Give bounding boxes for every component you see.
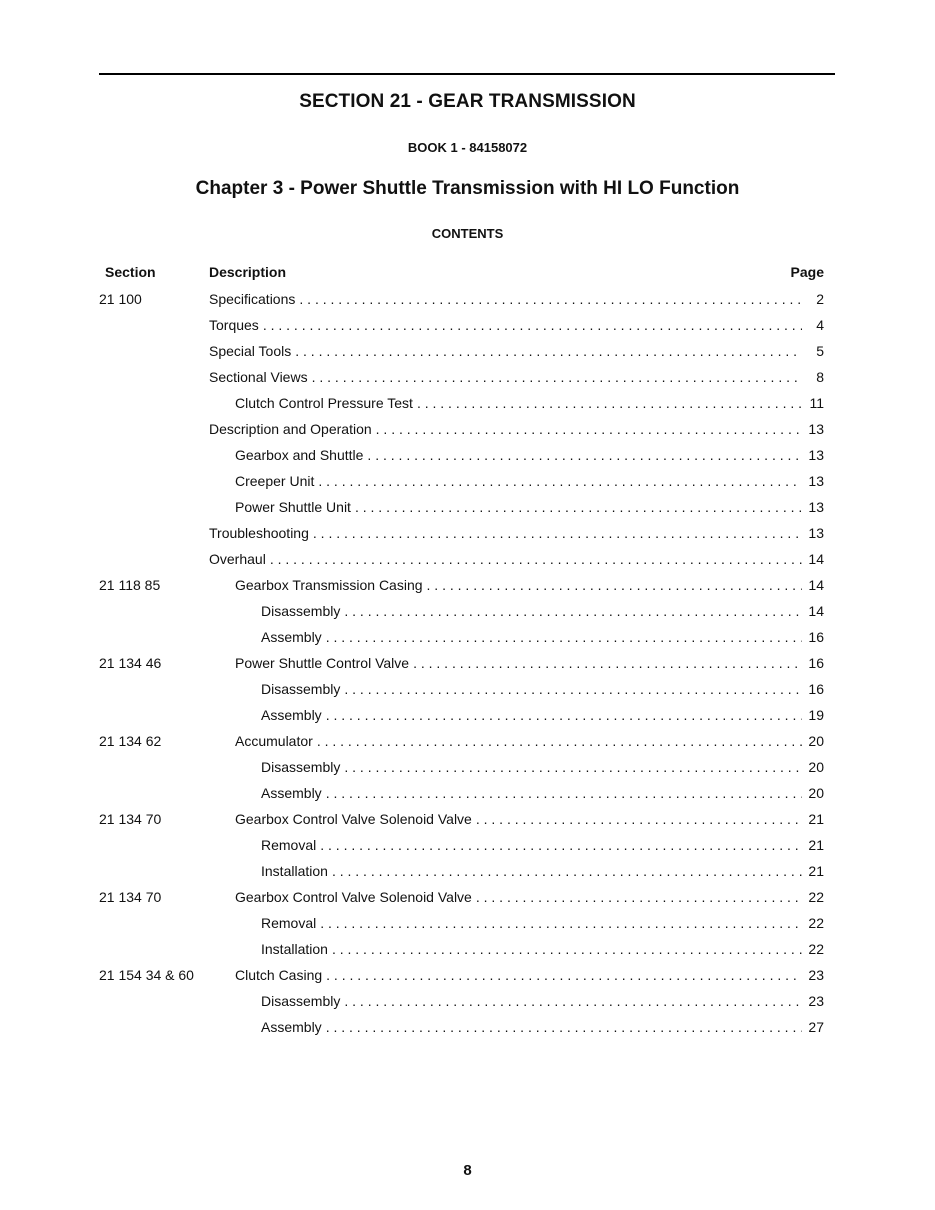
section-title: SECTION 21 - GEAR TRANSMISSION <box>299 91 636 112</box>
toc-entry <box>209 286 824 312</box>
column-header-section: Section <box>105 264 156 280</box>
toc-row <box>0 728 935 754</box>
toc-row <box>0 650 935 676</box>
toc-entry <box>209 520 824 546</box>
toc-page-number: 22 <box>808 941 824 957</box>
toc-section-code: 21 134 62 <box>99 733 162 749</box>
toc-description: Power Shuttle Control Valve <box>235 655 410 671</box>
toc-description: Specifications <box>209 291 296 307</box>
toc-row <box>0 702 935 728</box>
toc-leader-dots <box>326 702 802 728</box>
toc-description: Power Shuttle Unit <box>235 499 351 515</box>
toc-entry <box>235 962 824 988</box>
toc-entry <box>235 494 824 520</box>
toc-page-number: 20 <box>808 733 824 749</box>
toc-section-code: 21 134 70 <box>99 811 162 827</box>
toc-row <box>0 624 935 650</box>
toc-row <box>0 884 935 910</box>
toc-page-number: 13 <box>808 499 824 515</box>
toc-description: Gearbox and Shuttle <box>235 447 364 463</box>
toc-entry <box>261 624 824 650</box>
toc-page-number: 16 <box>808 629 824 645</box>
toc-row <box>0 676 935 702</box>
toc-description: Disassembly <box>261 759 341 775</box>
toc-entry <box>261 754 824 780</box>
toc-entry <box>261 1014 824 1040</box>
toc-page-number: 13 <box>808 473 824 489</box>
chapter-title: Chapter 3 - Power Shuttle Transmission with HI LO Function <box>195 178 740 199</box>
toc-row <box>0 338 935 364</box>
toc-section-code: 21 154 34 & 60 <box>99 967 194 983</box>
toc-page-number: 5 <box>816 343 824 359</box>
toc-description: Sectional Views <box>209 369 308 385</box>
toc-section-code: 21 118 85 <box>99 577 161 593</box>
toc-entry <box>235 806 824 832</box>
toc-page-number: 21 <box>808 811 824 827</box>
toc-section-code: 21 134 46 <box>99 655 162 671</box>
toc-entry <box>209 416 824 442</box>
toc-row <box>0 364 935 390</box>
toc-row <box>0 286 935 312</box>
toc-leader-dots <box>344 754 802 780</box>
toc-description: Assembly <box>261 629 322 645</box>
toc-description: Installation <box>261 941 328 957</box>
toc-description: Creeper Unit <box>235 473 315 489</box>
toc-page-number: 14 <box>808 551 824 567</box>
toc-row <box>0 832 935 858</box>
toc-description: Disassembly <box>261 603 341 619</box>
toc-description: Description and Operation <box>209 421 372 437</box>
toc-entry <box>209 364 824 390</box>
toc-page-number: 8 <box>816 369 824 385</box>
toc-leader-dots <box>344 676 802 702</box>
toc-row <box>0 754 935 780</box>
toc-page-number: 2 <box>816 291 824 307</box>
toc-row <box>0 312 935 338</box>
toc-page-number: 23 <box>808 967 824 983</box>
toc-row <box>0 988 935 1014</box>
toc-page-number: 20 <box>808 759 824 775</box>
toc-description: Assembly <box>261 1019 322 1035</box>
toc-leader-dots <box>355 494 802 520</box>
toc-leader-dots <box>313 520 802 546</box>
toc-section-code: 21 134 70 <box>99 889 162 905</box>
toc-row <box>0 520 935 546</box>
toc-leader-dots <box>344 988 802 1014</box>
book-number: BOOK 1 - 84158072 <box>407 140 528 155</box>
toc-description: Disassembly <box>261 681 341 697</box>
toc-entry <box>261 780 824 806</box>
toc-row <box>0 494 935 520</box>
toc-description: Removal <box>261 837 317 853</box>
toc-leader-dots <box>317 728 802 754</box>
toc-leader-dots <box>417 390 802 416</box>
toc-leader-dots <box>344 598 802 624</box>
toc-row <box>0 572 935 598</box>
toc-row <box>0 806 935 832</box>
toc-page-number: 20 <box>808 785 824 801</box>
toc-page-number: 14 <box>808 577 824 593</box>
toc-section-code: 21 100 <box>99 291 142 307</box>
toc-description: Overhaul <box>209 551 266 567</box>
toc-leader-dots <box>318 468 802 494</box>
toc-entry <box>235 728 824 754</box>
toc-description: Disassembly <box>261 993 341 1009</box>
toc-leader-dots <box>299 286 802 312</box>
toc-row <box>0 910 935 936</box>
toc-entry <box>261 988 824 1014</box>
toc-entry <box>209 338 824 364</box>
toc-row <box>0 962 935 988</box>
toc-row <box>0 598 935 624</box>
toc-page-number: 14 <box>808 603 824 619</box>
toc-entry <box>209 546 824 572</box>
toc-page-number: 22 <box>808 889 824 905</box>
toc-description: Assembly <box>261 707 322 723</box>
column-header-page: Page <box>790 264 824 280</box>
toc-entry <box>235 572 824 598</box>
toc-leader-dots <box>413 650 802 676</box>
toc-description: Troubleshooting <box>209 525 309 541</box>
toc-entry <box>261 598 824 624</box>
toc-row <box>0 858 935 884</box>
toc-entry <box>235 884 824 910</box>
toc-description: Accumulator <box>235 733 313 749</box>
toc-row <box>0 416 935 442</box>
toc-leader-dots <box>326 780 802 806</box>
table-of-contents <box>0 286 935 1040</box>
toc-entry <box>261 676 824 702</box>
toc-leader-dots <box>476 806 802 832</box>
toc-entry <box>261 832 824 858</box>
toc-page-number: 13 <box>808 447 824 463</box>
toc-page-number: 21 <box>808 863 824 879</box>
toc-page-number: 21 <box>808 837 824 853</box>
toc-page-number: 11 <box>809 395 824 411</box>
toc-entry <box>235 650 824 676</box>
toc-page-number: 27 <box>808 1019 824 1035</box>
toc-page-number: 23 <box>808 993 824 1009</box>
toc-entry <box>235 390 824 416</box>
toc-leader-dots <box>326 962 802 988</box>
toc-row <box>0 442 935 468</box>
contents-heading: CONTENTS <box>431 226 504 241</box>
toc-leader-dots <box>263 312 802 338</box>
toc-leader-dots <box>476 884 802 910</box>
toc-leader-dots <box>326 624 802 650</box>
toc-description: Gearbox Control Valve Solenoid Valve <box>235 889 472 905</box>
toc-description: Special Tools <box>209 343 292 359</box>
toc-entry <box>261 702 824 728</box>
toc-row <box>0 780 935 806</box>
toc-page-number: 13 <box>808 421 824 437</box>
toc-row <box>0 390 935 416</box>
toc-entry <box>261 858 824 884</box>
toc-row <box>0 546 935 572</box>
toc-description: Assembly <box>261 785 322 801</box>
toc-entry <box>235 468 824 494</box>
toc-description: Gearbox Control Valve Solenoid Valve <box>235 811 472 827</box>
toc-page-number: 13 <box>808 525 824 541</box>
toc-description: Clutch Control Pressure Test <box>235 395 413 411</box>
toc-leader-dots <box>376 416 802 442</box>
toc-leader-dots <box>427 572 802 598</box>
toc-leader-dots <box>320 832 802 858</box>
page-number: 8 <box>463 1162 472 1179</box>
toc-leader-dots <box>332 858 802 884</box>
toc-description: Gearbox Transmission Casing <box>235 577 423 593</box>
toc-description: Installation <box>261 863 328 879</box>
toc-description: Torques <box>209 317 259 333</box>
toc-leader-dots <box>332 936 802 962</box>
toc-entry <box>235 442 824 468</box>
column-header-description: Description <box>209 264 287 280</box>
top-rule <box>99 73 835 75</box>
toc-leader-dots <box>326 1014 802 1040</box>
toc-entry <box>261 910 824 936</box>
toc-leader-dots <box>270 546 802 572</box>
toc-row <box>0 1014 935 1040</box>
toc-description: Clutch Casing <box>235 967 323 983</box>
toc-row <box>0 468 935 494</box>
toc-page-number: 22 <box>808 915 824 931</box>
toc-row <box>0 936 935 962</box>
toc-page-number: 19 <box>808 707 824 723</box>
toc-description: Removal <box>261 915 317 931</box>
toc-entry <box>209 312 824 338</box>
toc-leader-dots <box>295 338 802 364</box>
toc-leader-dots <box>312 364 802 390</box>
toc-page-number: 16 <box>808 681 824 697</box>
toc-leader-dots <box>367 442 802 468</box>
toc-leader-dots <box>320 910 802 936</box>
toc-entry <box>261 936 824 962</box>
toc-page-number: 16 <box>808 655 824 671</box>
toc-page-number: 4 <box>816 317 824 333</box>
